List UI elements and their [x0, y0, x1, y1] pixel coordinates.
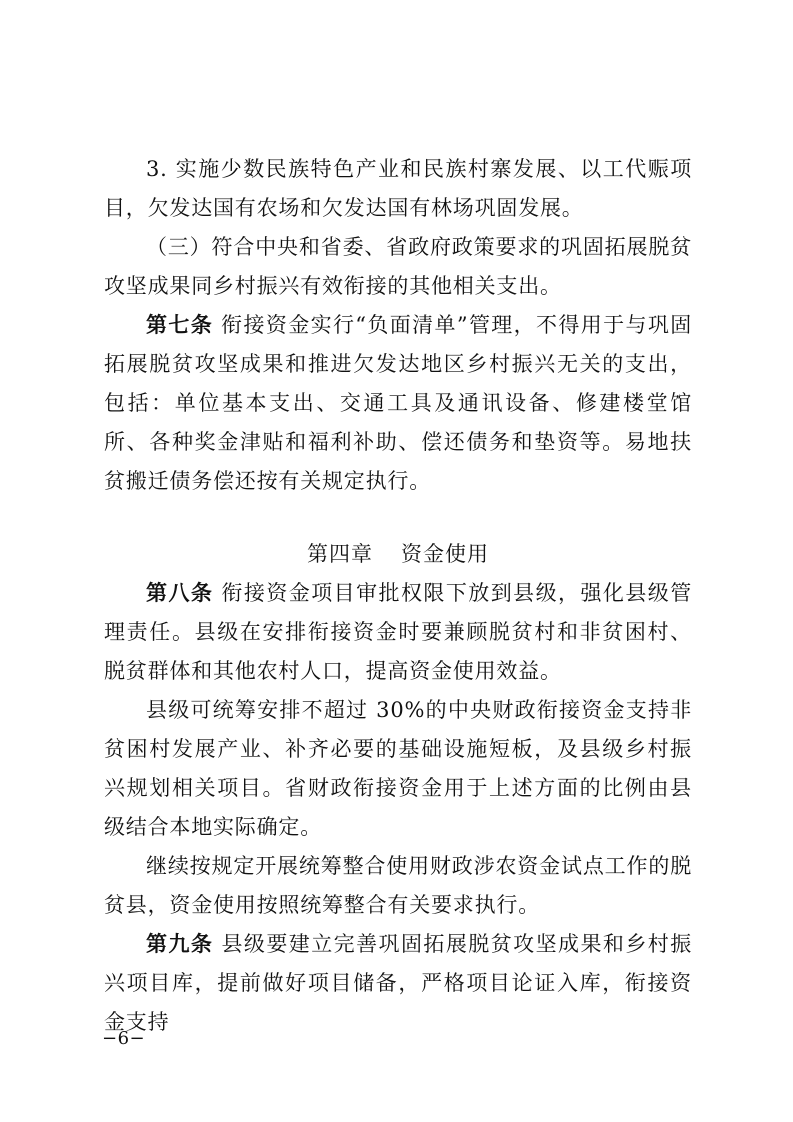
article-heading: 第七条 [146, 313, 214, 337]
article-7 [104, 306, 692, 501]
paragraph-text: 县级要建立完善巩固拓展脱贫攻坚成果和乡村振兴项目库，提前做好项目储备，严格项目论证入库，衔接资金支持 [104, 932, 692, 1034]
article-heading: 第九条 [146, 932, 214, 956]
paragraph-text: 衔接资金实行“负面清单”管理，不得用于与巩固拓展脱贫攻坚成果和推进欠发达地区乡村振兴无关的支出，包括：单位基本支出、交通工具及通讯设备、修建楼堂馆所、各种奖金津贴和福利补助、偿还债务和垫资等。易地扶贫搬迁债务偿还按有关规定执行。 [104, 313, 692, 493]
article-heading: 第八条 [146, 581, 214, 605]
chapter-number: 第四章 [307, 542, 373, 566]
paragraph-text: （三）符合中央和省委、省政府政策要求的巩固拓展脱贫攻坚成果同乡村振兴有效衔接的其他相关支出。 [104, 235, 692, 298]
paragraph-text: 继续按规定开展统筹整合使用财政涉农资金试点工作的脱贫县，资金使用按照统筹整合有关要求执行。 [104, 854, 692, 917]
chapter-heading [104, 535, 692, 574]
article-9 [104, 925, 692, 1042]
paragraph-text: 县级可统筹安排不超过 30%的中央财政衔接资金支持非贫困村发展产业、补齐必要的基础设施短板，及县级乡村振兴规划相关项目。省财政衔接资金用于上述方面的比例由县级结合本地实际确定。 [104, 698, 692, 839]
paragraph-text: 3. 实施少数民族特色产业和民族村寨发展、以工代赈项目，欠发达国有农场和欠发达国有林场巩固发展。 [104, 157, 692, 220]
chapter-title: 资金使用 [401, 542, 489, 566]
document-body [104, 150, 692, 1042]
paragraph-section-3 [104, 228, 692, 306]
paragraph-pilot-counties [104, 847, 692, 925]
page-number: −6− [102, 1028, 146, 1049]
paragraph-item-3 [104, 150, 692, 228]
paragraph-text: 衔接资金项目审批权限下放到县级，强化县级管理责任。县级在安排衔接资金时要兼顾脱贫村和非贫困村、脱贫群体和其他农村人口，提高资金使用效益。 [104, 581, 692, 683]
paragraph-county-funds [104, 691, 692, 847]
article-8 [104, 574, 692, 691]
